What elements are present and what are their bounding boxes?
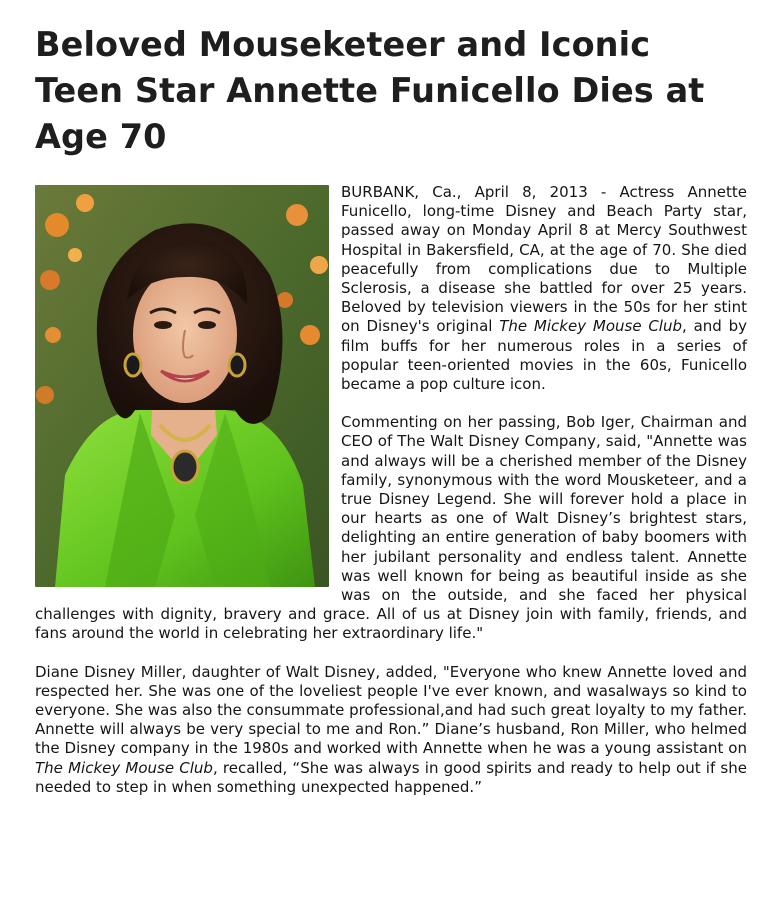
paragraph-1-tail: , and by film buffs for her numerous roles in a series of popular teen-oriented movies in the 60s, Funicello became a pop culture icon. <box>341 317 747 394</box>
article-headline: Beloved Mouseketeer and Iconic Teen Star Annette Funicello Dies at Age 70 <box>35 25 705 156</box>
paragraph-3-tail: , recalled, “She was always in good spirits and ready to help out if she needed to step in when something unexpected happened.” <box>35 758 747 796</box>
show-title-italic: The Mickey Mouse Club <box>35 758 213 777</box>
article-body <box>35 183 747 797</box>
article-photo <box>35 185 329 587</box>
article <box>35 22 747 797</box>
paragraph-3-lead: Diane Disney Miller, daughter of Walt Disney, added, "Everyone who knew Annette loved and respected her. She was one of the loveliest people I've ever known, and wasalways so kind to everyone. She was also the consummate professional,and had such great loyalty to my father. Annette will always be very special to me and Ron.” Diane’s husband, Ron Miller, who helmed the Disney company in the 1980s and worked with Annette when he was a young assistant on <box>35 662 747 758</box>
portrait-illustration <box>35 185 329 587</box>
paragraph-1-lead: BURBANK, Ca., April 8, 2013 - Actress Annette Funicello, long-time Disney and Beach Party star, passed away on Monday April 8 at Mercy Southwest Hospital in Bakersfield, CA, at the age of 70. She died peacefully from complications due to Multiple Sclerosis, a disease she battled for over 25 years. Beloved by television viewers in the 50s for her stint on Disney's original <box>341 183 747 336</box>
paragraph-3 <box>35 663 747 797</box>
show-title-italic: The Mickey Mouse Club <box>499 317 683 336</box>
paragraph-2: Commenting on her passing, Bob Iger, Chairman and CEO of The Walt Disney Company, said, "Annette was and always will be a cherished member of the Disney family, synonymous with the word Mousketeer, and a true Disney Legend. She will forever hold a place in our hearts as one of Walt Disney’s brightest stars, delighting an entire generation of baby boomers with her jubilant personality and endless talent. Annette was well known for being as beautiful inside as she was on the outside, and she faced her physical challenges with dignity, bravery and grace. All of us at Disney join with family, friends, and fans around the world in celebrating her extraordinary life." <box>35 413 747 643</box>
